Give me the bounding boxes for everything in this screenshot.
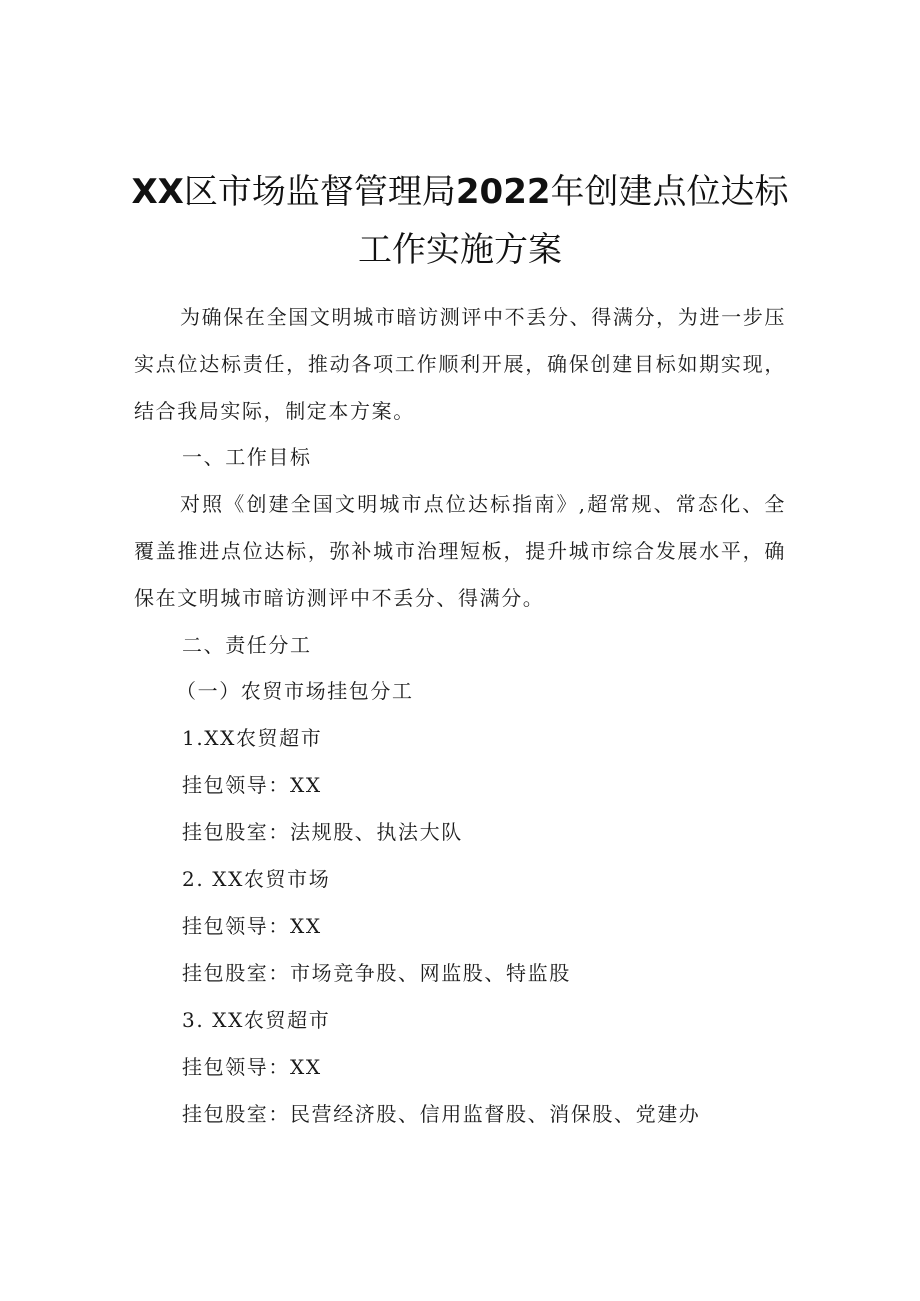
document-title-line-2: 工作实施方案 (358, 230, 562, 270)
list-item-1-offices: 挂包股室：法规股、执法大队 (182, 820, 463, 844)
section-1-body: 对照《创建全国文明城市点位达标指南》,超常规、常态化、全覆盖推进点位达标，弥补城市治理短板，提升城市综合发展水平，确保在文明城市暗访测评中不丢分、得满分。 (134, 492, 786, 610)
document-title-line-1 (120, 166, 800, 218)
list-item-2-name: 2. XX农贸市场 (182, 867, 331, 891)
section-2-subheading: （一）农贸市场挂包分工 (176, 679, 414, 703)
intro-paragraph: 为确保在全国文明城市暗访测评中不丢分、得满分，为进一步压实点位达标责任，推动各项工作顺利开展，确保创建目标如期实现，结合我局实际，制定本方案。 (134, 305, 786, 423)
title-part-1: 区市场监督管理局 (183, 172, 456, 212)
title-part-2: 年创建点位达标 (550, 172, 789, 212)
list-item-1-leader: 挂包领导：XX (182, 773, 322, 797)
section-2-heading: 二、责任分工 (182, 633, 312, 657)
list-item-3-leader: 挂包领导：XX (182, 1055, 322, 1079)
section-1-heading: 一、工作目标 (182, 445, 312, 469)
list-item-3-offices: 挂包股室：民营经济股、信用监督股、消保股、党建办 (182, 1102, 701, 1126)
list-item-3-name: 3. XX农贸超市 (182, 1008, 331, 1032)
title-year: 2022 (455, 172, 551, 212)
list-item-1-name: 1.XX农贸超市 (182, 726, 323, 750)
list-item-2-leader: 挂包领导：XX (182, 914, 322, 938)
title-prefix: XX (131, 172, 184, 212)
list-item-2-offices: 挂包股室：市场竞争股、网监股、特监股 (182, 961, 571, 985)
